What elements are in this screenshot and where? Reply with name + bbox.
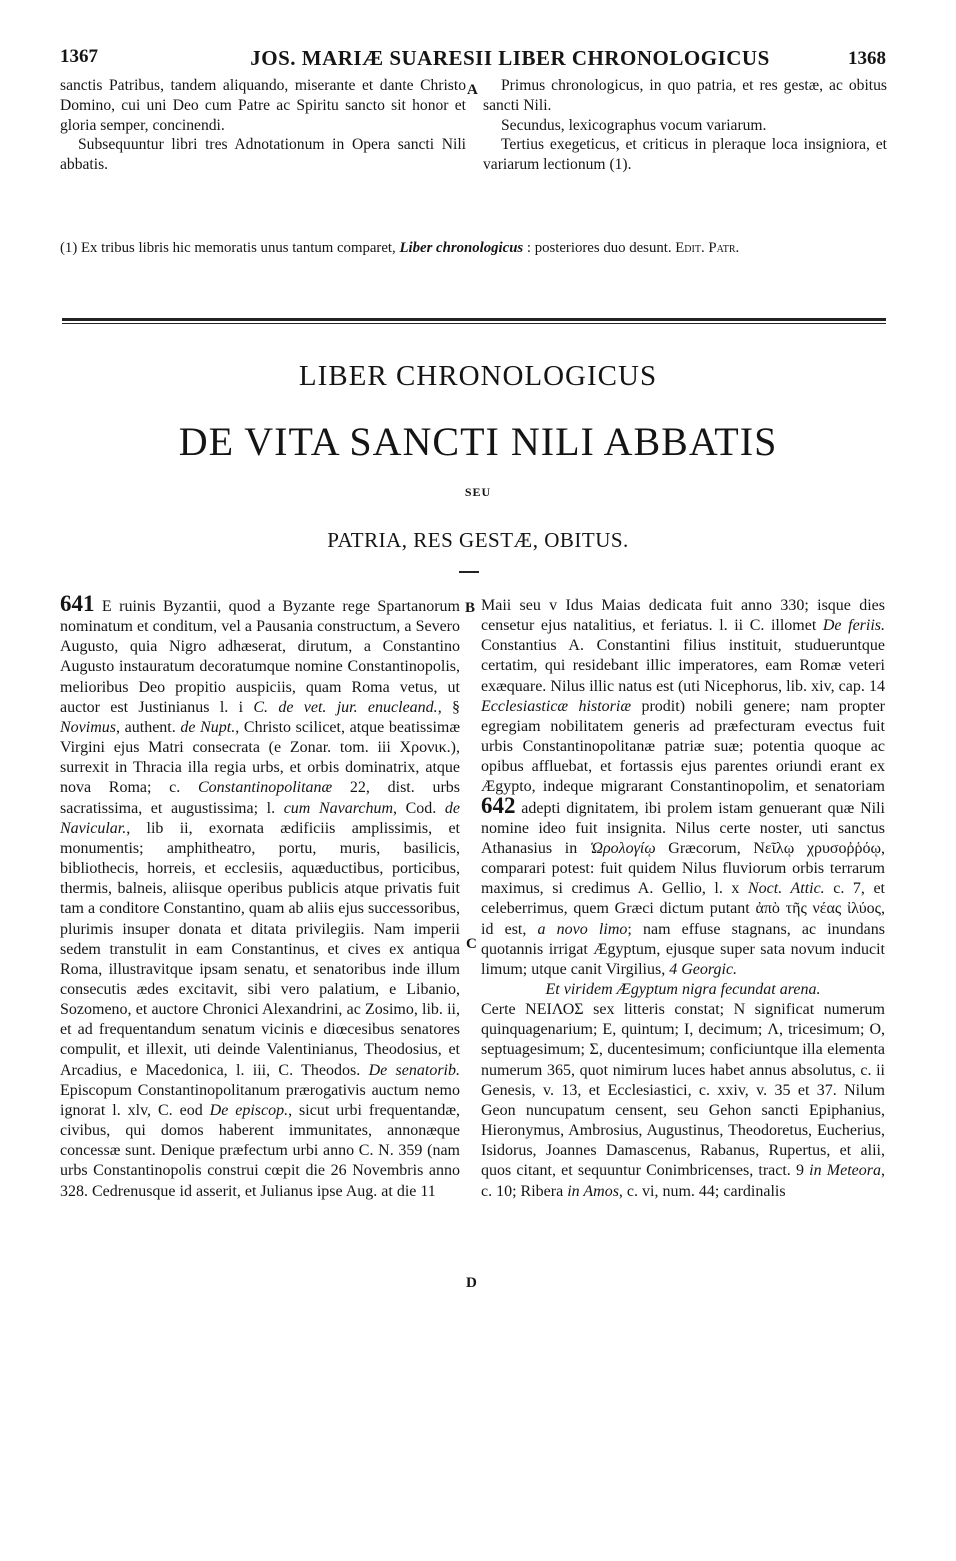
body-right-text: , c. 10; Ribera <box>481 1162 885 1200</box>
body-left-text: , § <box>437 698 461 716</box>
body-right-italic: Ὡρολογίῳ <box>589 839 656 857</box>
top-left-column <box>60 76 466 175</box>
footnote-italic: Liber chronologicus <box>399 240 524 256</box>
body-right-italic: in Meteora <box>809 1162 881 1180</box>
top-left-paragraph-1: sanctis Patribus, tandem aliquando, miserante et dante Christo Domino, cui uni Deo cum Patre ac Spiritu sancto sit honor et gloria semper, concinendi. <box>60 77 466 134</box>
body-left-italic: C. de vet. jur. enucleand. <box>253 698 438 716</box>
page-number-right: 1368 <box>848 48 886 69</box>
body-right-italic: Ecclesiasticæ historiæ <box>481 697 632 715</box>
body-right-column <box>481 596 885 1202</box>
column-number-642: 642 <box>481 792 516 818</box>
body-left-text: , sicut urbi frequentandæ, civibus, qui domos haberent immunitates, annonæque concessæ sunt. Denique præfectum urbi anno C. N. 359 (nam urbs Constantinopolis construi cœpit die 26 Novembris anno 328. Cedrenusque id asserit, et Julianus ipse Aug. at die 11 <box>60 1101 460 1200</box>
footnote-text-2: : posteriores duo desunt. <box>526 240 672 256</box>
running-title: JOS. MARIÆ SUARESII LIBER CHRONOLOGICUS <box>250 46 770 70</box>
body-right-text: c. 7, et celeberrimus, quem Græci dictum putant ἀπὸ τῆς νέας ἰλύος, id est, <box>481 880 886 938</box>
body-right-italic: a novo limo <box>537 920 628 938</box>
title-line-3: SEU <box>464 485 492 499</box>
section-rule <box>62 318 886 324</box>
body-left-italic: Novimus <box>60 718 116 736</box>
body-left-italic: de Nupt. <box>180 718 236 736</box>
top-right-line-2: Secundus, lexicographus vocum variarum. <box>501 116 767 134</box>
body-left-column <box>60 591 461 1202</box>
body-left-text: , Christo scilicet, atque beatissimæ Virgini ejus Matri consecrata (e Zonar. tom. iii Χρονικ.), surrexit in Thracia illa regia urbs, et orbis dominatrix, atque nova Roma; c. <box>60 718 461 797</box>
body-right-italic: De feriis. <box>822 617 886 635</box>
top-left-paragraph-2: Subsequuntur libri tres Adnotationum in Opera sancti Nili abbatis. <box>60 136 466 174</box>
title-line-1: LIBER CHRONOLOGICUS <box>298 360 658 392</box>
column-number-641: 641 <box>60 591 95 616</box>
body-right-text: , c. vi, num. 44; cardinalis <box>618 1182 786 1200</box>
running-header <box>60 46 886 76</box>
body-right-text: adepti dignitatem, ibi prolem istam genuerant quæ Nili nomine ideo fuit insignita. Nilus certe noster, uti sanctus Athanasius in <box>481 799 885 857</box>
body-left-text: , lib ii, exornata ædificiis amplissimis, et monumentis; amphitheatro, portu, muris, basilicis, bibliothecis, horreis, et ecclesiis, aquæductibus, porticibus, thermis, balneis, aliisque operibus publicis atque privatis fuit tam a conditore Constantino, quam ab aliis ejus successoribus, plurimis insuper donata et ditata privilegiis. Nam imperii sedem transtulit in eam Constantinus, et cives ex antiqua Roma, illustravitque ipsam senatu, et senatoribus inde illum consecutis ædes excitavit, sibi vero palatium, e Libanio, Sozomeno, et auctore Chronici Alexandrini, ac Zosimo, lib. ii, et ad frequentandum senatum vicinis e diœcesibus senatores compulit, et illexit, uti deinde Valentinianus, Theodosius, et Arcadius, e Macedonica, l. iii, C. Theodos. <box>60 819 460 1079</box>
body-left-text: , Cod. <box>393 799 445 817</box>
body-right-text: Certe ΝΕΙΛΟΣ sex litteris constat; N significat numerum quinquagenarium; E, quintum; I, decimum; Λ, tricesimum; O, septuagesimum; Σ, ducentesimum; conficiuntque illa elementa numerum 365, quot nimirum luces habet annus absolutus, c. ii Genesis, v. 13, et Ecclesiastici, c. xxiv, v. 35 et 37. Nilum Geon nuncupatum censent, seu Gehon sancti Epiphanius, Hieronymus, Ambrosius, Augustinus, Theodoretus, Eucherius, Isidorus, Joannes Damascenus, Rabanus, Rupertus, et alii, quos citant, et sequuntur Conimbricenses, tract. 9 <box>481 1001 885 1180</box>
body-left-text: E ruinis Byzantii, quod a Byzante rege Spartanorum nominatum et conditum, vel a Pausania constructum, a Severo Augusto, quia Nigro adhæserat, dirutum, a Constantino Augusto instauratum decoratumque nomine Constantinopolis, melioribus Deo propitio auspiciis, quam Roma vetus, ut auctor est Justinianus l. i <box>60 598 460 716</box>
margin-marker-a: A <box>467 82 478 98</box>
body-left-text: Episcopum Constantinopolitanum prærogativis auctum nemo ignorat l. xlv, C. eod <box>60 1081 460 1119</box>
body-right-italic: 4 Georgic. <box>669 960 738 978</box>
margin-marker-c: C <box>466 936 477 952</box>
body-right-italic: in Amos <box>567 1182 619 1200</box>
top-right-column <box>483 76 887 175</box>
body-right-text: ; nam effuse stagnans, ac inundans quotannis irrigat Ægyptum, ejusque super sata novum inducit limum; utque canit Virgilius, <box>481 920 886 978</box>
body-right-text: Maii seu v Idus Maias dedicata fuit anno 330; isque dies censetur ejus natalitius, et feriatus. l. ii C. illomet <box>481 597 885 635</box>
body-right-text: Græcorum, Νεῖλῳ χρυσοῤῥόῳ, comparari potest: fuit quidem Nilus fluviorum orbis terrarum maximus, si credimus A. Gellio, l. x <box>481 839 886 898</box>
footnote-signature: Edit. Patr. <box>675 240 740 256</box>
body-right-text: prodit) nobili genere; nam propter egregiam nobilitatem generis ad præfecturam evectus fuit urbis Constantinopolitanæ patriæ suæ; potentia quoque ac opibus affluebat, et fortassis ejus parentes oriundi erant ex Ægypto, indeque migrarant Constantinopolim, et senatoriam <box>481 697 886 796</box>
title-line-4: PATRIA, RES GESTÆ, OBITUS. <box>327 528 629 552</box>
title-line-2: DE VITA SANCTI NILI ABBATIS <box>178 419 778 464</box>
body-left-text: , authent. <box>116 718 181 736</box>
body-right-italic: Noct. Attic. <box>747 880 825 898</box>
footnote-text-1: (1) Ex tribus libris hic memoratis unus tantum comparet, <box>60 240 396 256</box>
margin-marker-d: D <box>466 1275 477 1291</box>
margin-marker-b: B <box>465 600 476 616</box>
body-left-italic: cum Navarchum <box>283 799 394 817</box>
body-left-italic: De episcop. <box>209 1101 289 1119</box>
body-left-italic: Constantinopolitanæ <box>197 779 333 797</box>
body-left-text: 22, dist. urbs sacratissima, et augustissima; l. <box>60 779 460 817</box>
footnote <box>60 238 886 258</box>
top-right-line-1: Primus chronologicus, in quo patria, et res gestæ, ac obitus sancti Nili. <box>483 77 887 114</box>
body-left-italic: de Navicular. <box>60 799 461 837</box>
verse-quotation: Et viridem Ægyptum nigra fecundat arena. <box>545 980 821 998</box>
body-right-text: Constantius A. Constantini filius instituit, studueruntque certatim, qui residebant illic imperatores, eam Romæ veteri exæquare. Nilus illic natus est (uti Nicephorus, lib. xiv, cap. 14 <box>481 637 885 695</box>
body-left-italic: De senatorib. <box>368 1061 460 1079</box>
title-dash <box>459 571 479 573</box>
top-right-line-3: Tertius exegeticus, et criticus in pleraque loca insigniora, et variarum lectionum (1). <box>483 136 887 174</box>
page-number-left: 1367 <box>60 46 98 67</box>
